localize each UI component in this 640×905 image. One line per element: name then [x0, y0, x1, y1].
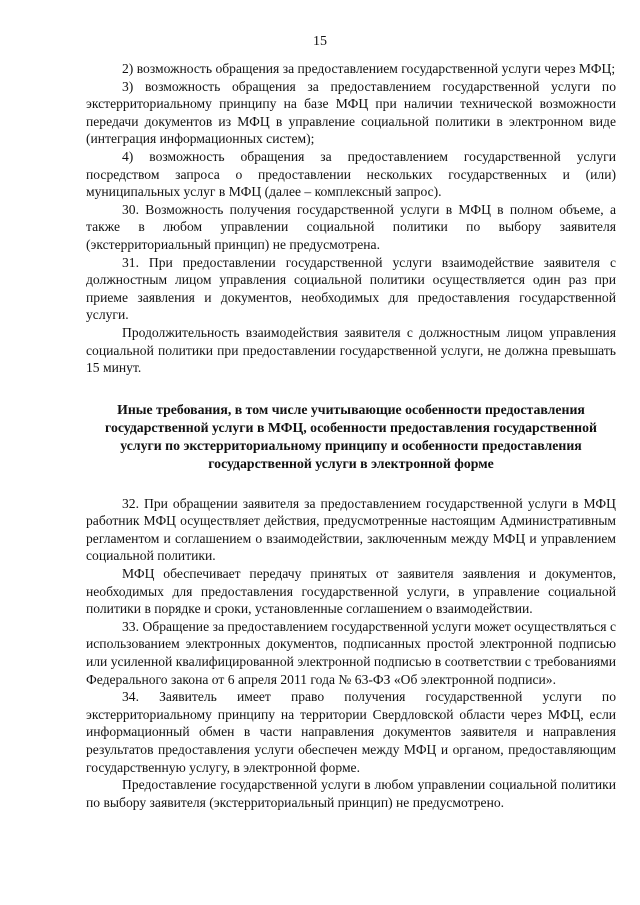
document-body — [86, 60, 616, 811]
paragraph-clause-31: 31. При предоставлении государственной услуги взаимодействие заявителя с должностным лицом управления социальной политики осуществляется один раз при приеме заявления и документов, необходимых для предоставления государственной услуги. — [86, 254, 616, 323]
paragraph-clause-33: 33. Обращение за предоставлением государственной услуги может осуществляться с использованием электронных документов, подписанных простой электронной подписью или усиленной квалифицированной электронной подписью в соответствии с требованиями Федерального закона от 6 апреля 2011 года № 63-ФЗ «Об электронной подписи». — [86, 618, 616, 687]
paragraph-item-2: 2) возможность обращения за предоставлением государственной услуги через МФЦ; — [122, 61, 616, 76]
paragraph-clause-34: 34. Заявитель имеет право получения государственной услуги по экстерриториальному принципу на территории Свердловской области через МФЦ, если информационный обмен в части направления документов заявителя и направления результатов предоставления услуги обеспечен между МФЦ и органом, предоставляющим государственную услугу, в электронной форме. — [86, 689, 616, 775]
paragraph-mfc-transfer: МФЦ обеспечивает передачу принятых от заявителя заявления и документов, необходимых для предоставления государственной услуги, в управление социальной политики в порядке и сроки, установленные соглашением о взаимодействии. — [86, 566, 616, 617]
paragraph-duration: Продолжительность взаимодействия заявителя с должностным лицом управления социальной политики при предоставлении государственной услуги, не должна превышать 15 минут. — [86, 324, 616, 376]
page-number: 15 — [313, 34, 327, 49]
paragraph-item-3: 3) возможность обращения за предоставлением государственной услуги по экстерриториальному принципу на базе МФЦ при наличии технической возможности передачи документов из МФЦ в управление социальной политики в электронном виде (интеграция информационных систем); — [86, 78, 616, 147]
paragraph-extraterritorial: Предоставление государственной услуги в любом управлении социальной политики по выбору заявителя (экстерриториальный принцип) не предусмотрено. — [86, 777, 616, 810]
paragraph-clause-30: 30. Возможность получения государственной услуги в МФЦ в полном объеме, а также в любом управлении социальной политики по выбору заявителя (экстерриториальный принцип) не предусмотрена. — [86, 201, 616, 252]
paragraph-item-4: 4) возможность обращения за предоставлением государственной услуги посредством запроса о предоставлении нескольких государственных и (или) муниципальных услуг в МФЦ (далее – комплексный запрос). — [86, 148, 616, 200]
section-heading: Иные требования, в том числе учитывающие особенности предоставления государственной услуги в МФЦ, особенности предоставления государственной услуги по экстерриториальному принципу и особенности предоставления государственной услуги в электронной форме — [105, 401, 597, 471]
paragraph-clause-32: 32. При обращении заявителя за предоставлением государственной услуги в МФЦ работник МФЦ осуществляет действия, предусмотренные настоящим Административным регламентом и соглашением о взаимодействии, заключенным между МФЦ и управлением социальной политики. — [86, 495, 616, 564]
